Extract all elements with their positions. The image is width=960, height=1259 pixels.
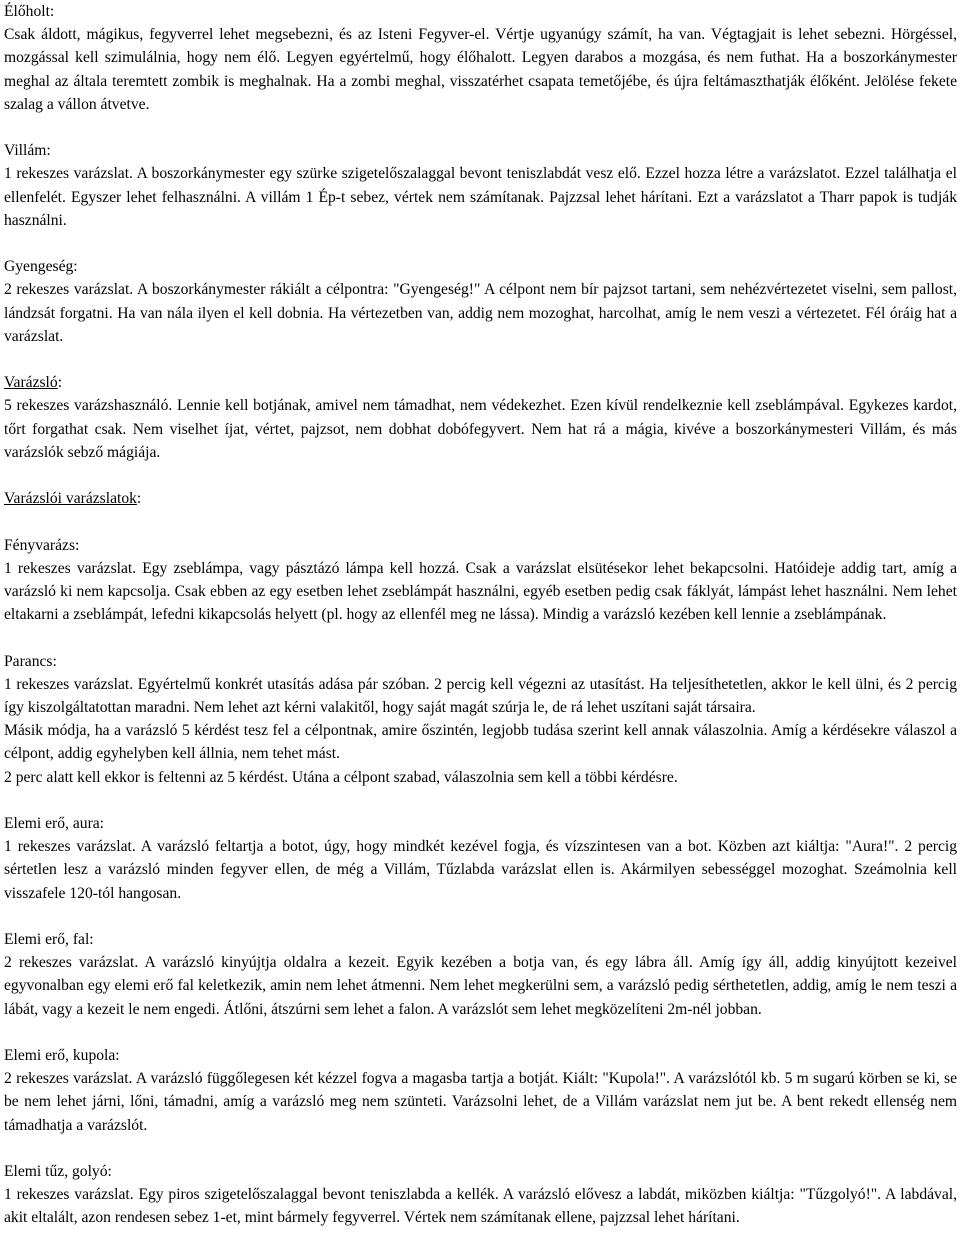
section [4,812,957,905]
section-paragraph: 1 rekeszes varázslat. Egy piros szigetelőszalaggal bevont teniszlabda a kellék. A varázsló elővesz a labdát, miközben kiáltja: "Tűzgolyó!". A labdával, akit eltalált, azon rendesen sebez 1-et, mint bármely fegyverrel. Vértek nem számítanak ellene, pajzzsal lehet hárítani. [4,1186,957,1227]
section-gap [4,1021,957,1044]
section-gap [4,905,957,928]
section-heading: Villám: [4,142,51,160]
section-gap [4,510,957,533]
section [4,371,957,464]
section [4,1044,957,1137]
section [4,487,957,510]
section [4,650,957,789]
section-gap [4,626,957,649]
section-gap [4,116,957,139]
section [4,928,957,1021]
section-heading: Gyengeség: [4,258,78,276]
document-page [4,0,957,1230]
section-heading: Elemi tűz, golyó: [4,1163,112,1180]
section-gap [4,1137,957,1160]
section-paragraph: 1 rekeszes varázslat. Egyértelmű konkrét utasítás adása pár szóban. 2 percig kell végezni az utasítást. Ha teljesíthetetlen, akkor le kell ülni, és 2 percig így kiszolgáltatottan maradni. Nem lehet azt kérni valakitől, hogy saját magát szúrja le, de rá lehet uszítani saját társaira. [4,675,957,716]
section-gap [4,789,957,812]
section-heading [4,487,957,510]
section-heading: Elemi erő, aura: [4,815,105,832]
section [4,534,957,627]
section [4,0,957,116]
section-paragraph: 2 rekeszes varázslat. A boszorkánymester rákiált a célpontra: "Gyengeség!" A célpont nem bír pajzsot tartani, sem nehézvértezetet viselni, sem pallost, lándzsát forgatni. Ha van nála ilyen el kell dobnia. Ha vértezetben van, addig nem mozoghat, harcolhat, amíg le nem veszi a vértezetet. Fél óráig hat a varázslat. [4,281,957,345]
section-heading: Élőholt: [4,3,55,20]
section-paragraph: 2 rekeszes varázslat. A varázsló függőlegesen két kézzel fogva a magasba tartja a botját. Kiált: "Kupola!". A varázslótól kb. 5 m sugarú körben se ki, se be nem lehet járni, lőni, támadni, amíg a varázsló meg nem szünteti. Varázsolni lehet, de a Villám varázslat nem jut be. A bent rekedt ellenség nem támadhatja a varázslót. [4,1070,957,1134]
section-heading [4,371,957,394]
section-paragraph: 2 perc alatt kell ekkor is feltenni az 5 kérdést. Utána a célpont szabad, válaszolnia sem kell a többi kérdésre. [4,768,678,786]
section-heading-colon: : [57,374,63,392]
section-heading: Elemi erő, fal: [4,931,94,948]
section-heading-underlined: Varázsló [4,374,58,392]
section-paragraph: 1 rekeszes varázslat. A boszorkánymester egy szürke szigetelőszalaggal bevont teniszlabdát vesz elő. Ezzel hozza létre a varázslatot. Ezzel találhatja el ellenfelét. Egyszer lehet felhasználni. A villám 1 Ép-t sebez, vértek nem számítanak. Pajzzsal lehet hárítani. Ezt a varázslatot a Tharr papok is tudják használni. [4,165,957,229]
section-paragraph: 5 rekeszes varázshasználó. Lennie kell botjának, amivel nem támadhat, nem védekezhet. Ezen kívül rendelkeznie kell zseblámpával. Egykezes kardot, tőrt forgathat csak. Nem viselhet íjat, vértet, pajzsot, nem dobhat dobófegyvert. Nem hat rá a mágia, kivéve a boszorkánymesteri Villám, és más varázslók sebző mágiája. [4,397,957,461]
section-gap [4,232,957,255]
section [4,139,957,232]
section-heading-colon: : [136,490,142,508]
section-paragraph: 1 rekeszes varázslat. A varázsló feltartja a botot, úgy, hogy mindkét kezével fogja, és vízszintesen van a bot. Közben azt kiáltja: "Aura!". 2 percig sértetlen lesz a varázsló minden fegyver ellen, de még a Villám, Tűzlabda varázslat ellen is. Akármilyen sebességgel mozoghat. Szeámolnia kell visszafele 120-tól hangosan. [4,838,957,902]
section-heading: Elemi erő, kupola: [4,1047,120,1064]
section-paragraph: 1 rekeszes varázslat. Egy zseblámpa, vagy pásztázó lámpa kell hozzá. Csak a varázslat elsütésekor lehet bekapcsolni. Hatóideje addig tart, amíg a varázsló ki nem kapcsolja. Csak ebben az egy esetben lehet zseblámpát használni, egyéb esetben pedig csak fáklyát, lámpást lehet használni. Nem lehet eltakarni a zseblámpát, lefedni kikapcsolás helyett (pl. hogy az ellenfél meg ne lássa). Mindig a varázsló kezében kell lennie a zseblámpának. [4,559,957,624]
section-heading: Parancs: [4,652,57,670]
section-paragraph: Másik módja, ha a varázsló 5 kérdést tesz fel a célpontnak, amire őszintén, legjobb tudása szerint kell annak válaszolnia. Amíg a kérdésekre válaszol a célpont, addig egyhelyben kell állnia, nem tehet mást. [4,722,957,763]
section-paragraph: Csak áldott, mágikus, fegyverrel lehet megsebezni, és az Isteni Fegyver-el. Vértje ugyanúgy számít, ha van. Végtagjait is lehet sebezni. Hörgéssel, mozgással kell szimulálnia, hogy nem élő. Legyen egyértelmű, hogy élőhalott. Legyen darabos a mozgása, és nem futhat. Ha a boszorkánymester meghal az általa teremtett zombik is meghalnak. Ha a zombi meghal, visszatérhet csapata temetőjébe, és újra feltámaszthatják élőként. Jelölése fekete szalag a vállon átvetve. [4,26,957,113]
section [4,1160,957,1230]
section-gap [4,348,957,371]
section-heading: Fényvarázs: [4,536,80,554]
section-paragraph: 2 rekeszes varázslat. A varázsló kinyújtja oldalra a kezeit. Egyik kezében a botja van, és egy lábra áll. Amíg így áll, addig kinyújtott kezeivel egyvonalban egy elemi erő fal keletkezik, amin nem lehet átmenni. Nem lehet megkerülni sem, a varázsló pedig sérthetetlen, addig, amíg le nem teszi a lábát, vagy a kezeit le nem engedi. Átlőni, átszúrni sem lehet a falon. A varázslót sem lehet megközelíteni 2m-nél jobban. [4,954,957,1018]
section [4,255,957,348]
section-gap [4,464,957,487]
section-heading-underlined: Varázslói varázslatok [4,490,137,508]
